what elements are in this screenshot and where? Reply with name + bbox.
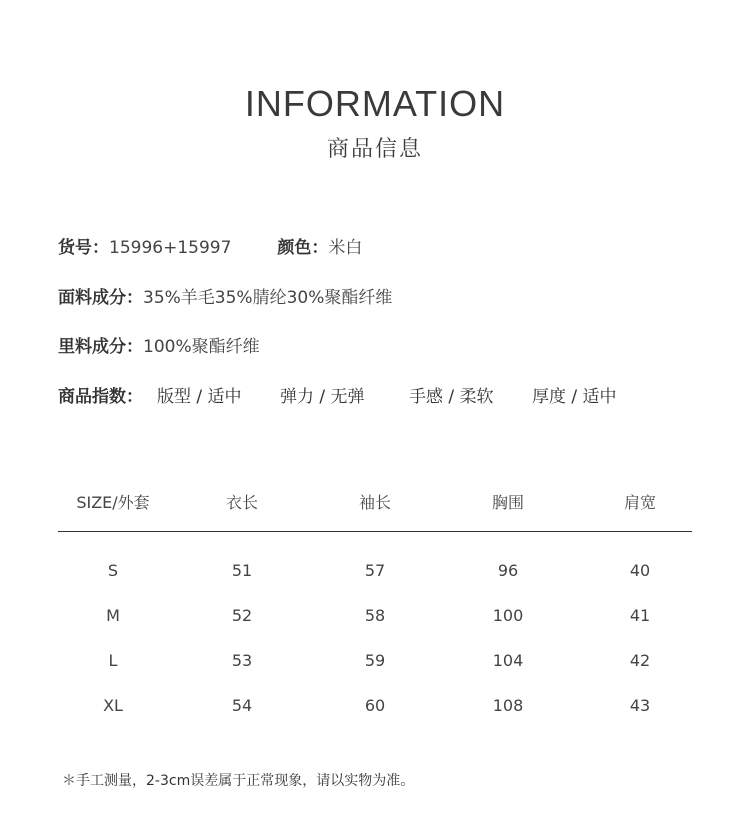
item-no-value: 15996+15997	[109, 238, 232, 258]
cell-length: 52	[231, 606, 253, 625]
info-row-item-color	[58, 236, 362, 260]
header-size: SIZE/外套	[76, 493, 150, 512]
index-thickness: 厚度 / 适中	[532, 387, 617, 407]
fabric-label: 面料成分：	[58, 288, 143, 308]
item-no-label: 货号：	[58, 238, 109, 258]
cell-sleeve: 57	[364, 561, 386, 580]
cell-shoulder: 43	[629, 696, 651, 715]
cell-length: 54	[231, 696, 253, 715]
lining-value: 100%聚酯纤维	[143, 337, 260, 357]
fabric-value: 35%羊毛35%腈纶30%聚酯纤维	[143, 288, 393, 308]
measurement-note: ＊手工测量，2-3cm误差属于正常现象，请以实物为准。	[62, 773, 415, 789]
header-sleeve: 袖长	[358, 493, 392, 512]
cell-shoulder: 40	[629, 561, 651, 580]
color-label: 颜色：	[277, 238, 329, 258]
cell-length: 53	[231, 651, 253, 670]
index-feel: 手感 / 柔软	[409, 387, 494, 407]
index-elasticity: 弹力 / 无弹	[280, 387, 365, 407]
cell-size: M	[106, 606, 120, 625]
index-fit: 版型 / 适中	[157, 387, 242, 407]
lining-label: 里料成分：	[58, 337, 143, 357]
cell-sleeve: 60	[364, 696, 386, 715]
color-value: 米白	[328, 238, 363, 258]
cell-length: 51	[231, 561, 253, 580]
cell-chest: 108	[492, 696, 524, 715]
cell-chest: 100	[492, 606, 524, 625]
info-row-lining	[58, 335, 260, 359]
cell-shoulder: 41	[629, 606, 651, 625]
info-row-fabric	[58, 286, 392, 310]
cell-sleeve: 58	[364, 606, 386, 625]
info-row-index	[58, 385, 143, 409]
cell-chest: 96	[497, 561, 519, 580]
cell-sleeve: 59	[364, 651, 386, 670]
cell-size: XL	[103, 696, 123, 715]
header-chest: 胸围	[491, 493, 525, 512]
cell-chest: 104	[492, 651, 524, 670]
index-label: 商品指数：	[58, 387, 143, 407]
table-divider	[58, 531, 692, 532]
page-title-en: INFORMATION	[244, 83, 506, 124]
cell-size: S	[107, 561, 119, 580]
header-shoulder: 肩宽	[623, 493, 657, 512]
cell-shoulder: 42	[629, 651, 651, 670]
cell-size: L	[108, 651, 118, 670]
header-length: 衣长	[225, 493, 259, 512]
page-title-cn: 商品信息	[326, 137, 423, 162]
